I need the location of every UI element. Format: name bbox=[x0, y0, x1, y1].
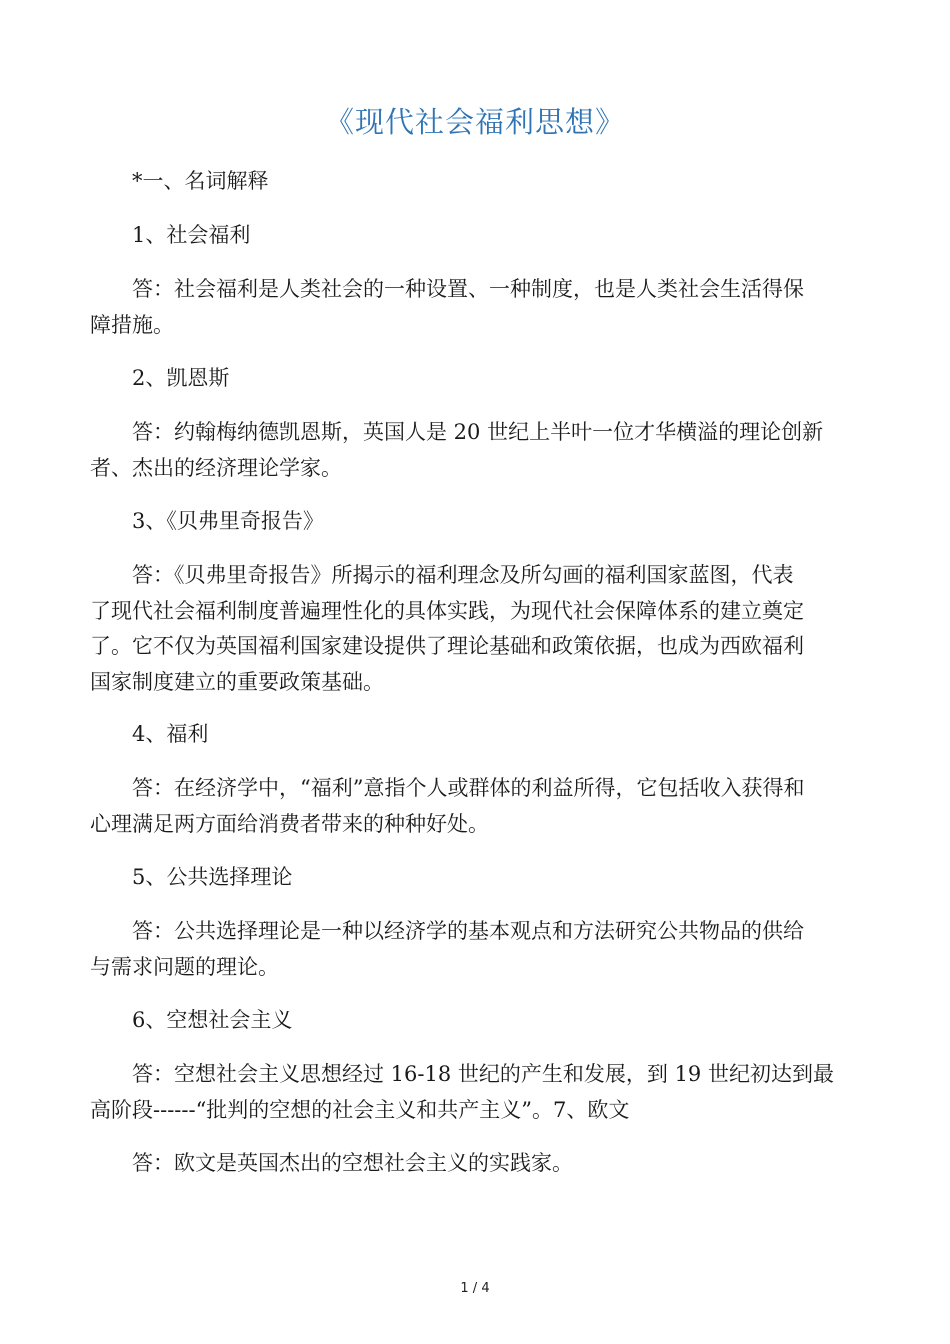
section-heading: *一、名词解释 bbox=[132, 169, 269, 193]
answer-line: 者、杰出的经济理论学家。 bbox=[90, 456, 342, 480]
term-heading: 4、福利 bbox=[132, 722, 209, 746]
answer-line: 与需求问题的理论。 bbox=[90, 955, 279, 979]
answer-line: 障措施。 bbox=[90, 313, 174, 337]
answer-line: 高阶段------“批判的空想的社会主义和共产主义”。7、欧文 bbox=[90, 1098, 630, 1122]
term-heading: 5、公共选择理论 bbox=[132, 865, 293, 889]
term-heading: 6、空想社会主义 bbox=[132, 1008, 293, 1032]
answer-line: 答：公共选择理论是一种以经济学的基本观点和方法研究公共物品的供给 bbox=[132, 919, 804, 943]
answer-line: 答：社会福利是人类社会的一种设置、一种制度，也是人类社会生活得保 bbox=[132, 277, 804, 301]
page-number: 1 / 4 bbox=[460, 1281, 490, 1296]
answer-line: 了。它不仅为英国福利国家建设提供了理论基础和政策依据，也成为西欧福利 bbox=[90, 634, 804, 658]
document-title: 《现代社会福利思想》 bbox=[324, 105, 625, 139]
answer-line: 了现代社会福利制度普遍理性化的具体实践，为现代社会保障体系的建立奠定 bbox=[90, 599, 804, 623]
answer-line: 答：《贝弗里奇报告》所揭示的福利理念及所勾画的福利国家蓝图，代表 bbox=[132, 563, 794, 587]
answer-line: 答：在经济学中，“福利”意指个人或群体的利益所得，它包括收入获得和 bbox=[132, 776, 805, 800]
term-heading: 3、《贝弗里奇报告》 bbox=[132, 509, 324, 533]
answer-line: 答：欧文是英国杰出的空想社会主义的实践家。 bbox=[132, 1151, 573, 1175]
answer-line: 答：空想社会主义思想经过 16-18 世纪的产生和发展，到 19 世纪初达到最 bbox=[132, 1062, 834, 1086]
answer-line: 国家制度建立的重要政策基础。 bbox=[90, 670, 384, 694]
term-heading: 2、凯恩斯 bbox=[132, 366, 230, 390]
term-heading: 1、社会福利 bbox=[132, 223, 251, 247]
answer-line: 答：约翰梅纳德凯恩斯，英国人是 20 世纪上半叶一位才华横溢的理论创新 bbox=[132, 420, 824, 444]
answer-line: 心理满足两方面给消费者带来的种种好处。 bbox=[90, 812, 489, 836]
